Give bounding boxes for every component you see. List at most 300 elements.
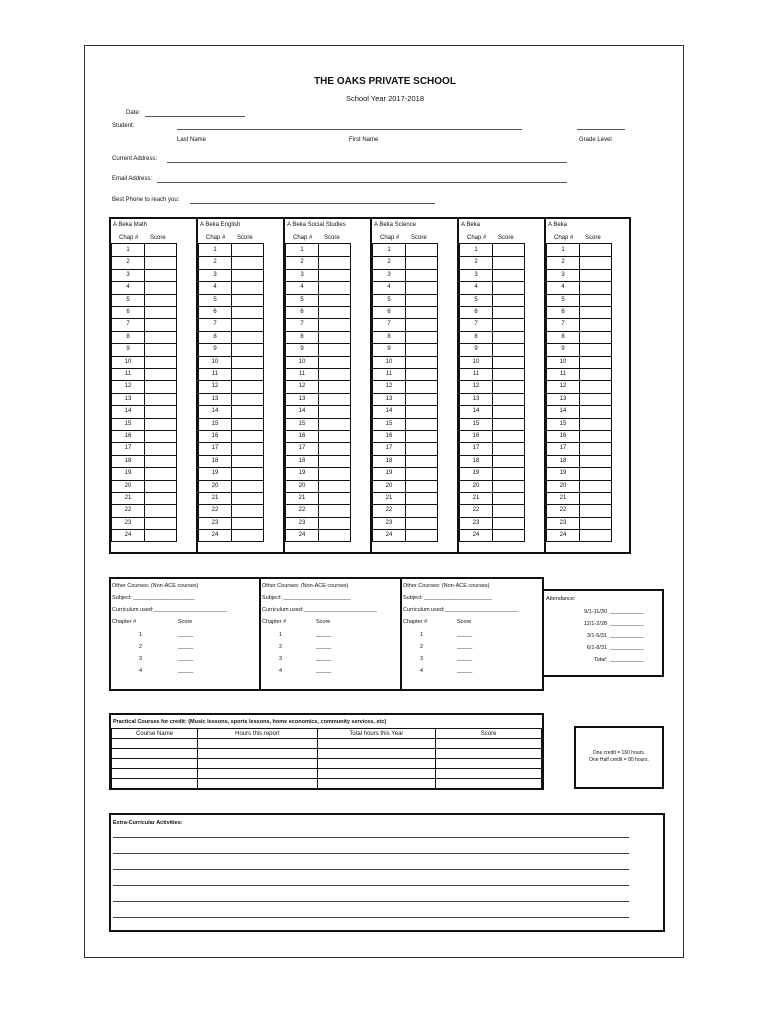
other-course-score-blank[interactable]: _____ [457,644,473,650]
chapter-number: 14 [211,408,219,415]
score-cell[interactable] [319,492,351,504]
extracurricular-line[interactable] [113,853,629,854]
student-label: Student: [112,123,135,129]
chapter-number: 23 [298,519,306,526]
other-course-subject: Subject: ____________________ [112,595,195,601]
attendance-blank[interactable]: ___________ [610,657,644,663]
score-cell[interactable] [493,467,525,479]
score-cell[interactable] [319,455,351,467]
other-course-subject: Subject: ______________________ [262,595,351,601]
grade-level-field[interactable] [577,129,625,130]
score-cell[interactable] [145,405,177,417]
chapter-number: 24 [472,532,480,539]
chapter-number: 5 [561,296,565,303]
score-cell[interactable] [232,318,264,330]
score-header: Score [498,235,514,241]
chapter-number: 6 [474,309,478,315]
score-cell[interactable] [319,244,351,256]
extracurricular-line[interactable] [113,901,629,902]
other-course-row-number: 3 [279,656,283,662]
last-name-label: Last Name [177,137,207,143]
attendance-blank[interactable]: ___________ [610,645,644,651]
score-cell[interactable] [145,442,177,454]
score-cell[interactable] [145,529,177,541]
chap-header: Chap # [554,235,574,241]
chapter-number: 24 [385,532,393,539]
score-cell[interactable] [406,418,438,430]
score-cell[interactable] [580,455,612,467]
chapter-number: 6 [213,309,217,315]
chapter-number: 6 [126,309,130,315]
score-cell[interactable] [406,331,438,343]
other-course-score-blank[interactable]: _____ [457,668,473,674]
practical-cell[interactable] [317,749,436,759]
score-cell[interactable] [493,405,525,417]
other-course-block [261,579,401,689]
score-cell[interactable] [319,418,351,430]
chapter-number: 13 [472,395,480,402]
other-course-score-blank[interactable]: _____ [457,656,473,662]
practical-cell[interactable] [198,749,318,759]
score-cell[interactable] [145,418,177,430]
score-cell[interactable] [493,281,525,293]
chapter-number: 9 [387,346,391,353]
other-course-chapter-header: Chapter # [262,619,287,625]
score-cell[interactable] [232,430,264,442]
chapter-number: 22 [124,507,132,514]
practical-cell[interactable] [112,769,198,779]
subject-grades-section [109,217,631,554]
score-cell[interactable] [406,356,438,368]
chapter-number: 11 [385,371,393,377]
score-cell[interactable] [580,244,612,256]
chapter-number: 10 [211,358,219,365]
chapter-number: 6 [300,309,304,315]
score-cell[interactable] [145,306,177,318]
score-cell[interactable] [493,455,525,467]
chapter-number: 23 [472,519,480,526]
extracurricular-line[interactable] [113,837,629,838]
other-course-row-number: 1 [279,632,283,638]
other-course-score-blank[interactable]: _____ [178,656,194,662]
score-header: Score [237,235,253,241]
score-cell[interactable] [580,356,612,368]
chapter-number: 16 [124,433,132,439]
score-cell[interactable] [406,269,438,281]
score-cell[interactable] [232,281,264,293]
practical-header-row [112,729,542,739]
score-cell[interactable] [145,256,177,268]
score-cell[interactable] [319,269,351,281]
other-course-row-number: 1 [420,632,424,638]
score-cell[interactable] [580,517,612,529]
score-cell[interactable] [493,480,525,492]
extracurricular-line[interactable] [113,885,629,886]
score-cell[interactable] [406,517,438,529]
other-course-score-blank[interactable]: _____ [316,668,332,674]
chapter-number: 18 [124,457,132,464]
other-course-curriculum: Curriculum used:________________________ [112,607,227,613]
chapter-number: 11 [298,371,306,377]
score-cell[interactable] [319,368,351,380]
score-cell[interactable] [580,281,612,293]
chapter-number: 15 [385,420,393,427]
chapter-number: 10 [298,358,306,365]
score-cell[interactable] [232,467,264,479]
subject-name: A Beka Science [374,222,417,228]
score-cell[interactable] [319,529,351,541]
chapter-number: 16 [559,433,567,439]
subject-column [459,219,546,552]
chapter-number: 7 [387,321,391,328]
practical-cell[interactable] [317,759,436,769]
score-cell[interactable] [406,343,438,355]
practical-cell[interactable] [317,779,436,789]
extracurricular-line[interactable] [113,869,629,870]
chapter-grid [198,243,264,542]
chapter-number: 13 [559,395,567,402]
score-cell[interactable] [493,418,525,430]
chapter-number: 23 [559,519,567,526]
practical-row [112,739,542,749]
score-cell[interactable] [493,294,525,306]
score-cell[interactable] [580,269,612,281]
phone-field[interactable] [190,203,435,204]
score-cell[interactable] [319,331,351,343]
score-cell[interactable] [145,393,177,405]
other-course-score-header: Score [178,619,193,625]
other-course-subject: Subject: ______________________ [403,595,492,601]
score-cell[interactable] [580,393,612,405]
subject-column [546,219,633,552]
chapter-number: 21 [298,495,306,501]
other-course-score-blank[interactable]: _____ [178,668,194,674]
score-cell[interactable] [406,480,438,492]
chap-header: Chap # [119,235,139,241]
score-cell[interactable] [145,281,177,293]
chapter-number: 11 [472,371,480,377]
column-separator [544,219,546,552]
practical-cell[interactable] [436,749,542,759]
score-cell[interactable] [406,467,438,479]
score-cell[interactable] [493,244,525,256]
attendance-blank[interactable]: ___________ [610,633,644,639]
score-cell[interactable] [145,356,177,368]
other-course-score-blank[interactable]: _____ [457,632,473,638]
chapter-number: 16 [211,433,219,439]
chapter-number: 24 [211,532,219,539]
chapter-number: 20 [385,482,393,489]
score-cell[interactable] [406,430,438,442]
score-cell[interactable] [232,455,264,467]
score-cell[interactable] [232,356,264,368]
score-cell[interactable] [232,492,264,504]
score-cell[interactable] [493,318,525,330]
chapter-number: 15 [211,420,219,427]
practical-cell[interactable] [317,769,436,779]
chapter-grid [285,243,351,542]
chap-header: Chap # [206,235,226,241]
score-cell[interactable] [406,380,438,392]
chapter-number: 17 [124,445,132,452]
chapter-number: 5 [126,296,130,303]
practical-cell[interactable] [198,779,318,789]
score-cell[interactable] [319,467,351,479]
score-cell[interactable] [493,393,525,405]
column-separator [196,219,198,552]
score-cell[interactable] [493,356,525,368]
chapter-number: 9 [300,346,304,353]
score-cell[interactable] [406,442,438,454]
subject-column [372,219,459,552]
chapter-number: 15 [124,420,132,427]
score-cell[interactable] [319,442,351,454]
practical-cell[interactable] [436,759,542,769]
score-cell[interactable] [145,294,177,306]
score-cell[interactable] [493,368,525,380]
score-cell[interactable] [493,529,525,541]
other-courses-section [109,577,544,691]
score-cell[interactable] [580,492,612,504]
score-cell[interactable] [145,368,177,380]
practical-cell[interactable] [112,759,198,769]
other-course-block [111,579,251,689]
score-cell[interactable] [145,430,177,442]
score-cell[interactable] [493,380,525,392]
chapter-number: 11 [211,371,219,377]
chapter-number: 3 [213,271,217,278]
chapter-number: 3 [300,271,304,278]
score-cell[interactable] [319,430,351,442]
practical-cell[interactable] [317,739,436,749]
practical-cell[interactable] [436,769,542,779]
score-cell[interactable] [493,504,525,516]
score-cell[interactable] [493,331,525,343]
score-cell[interactable] [406,504,438,516]
score-cell[interactable] [406,306,438,318]
score-cell[interactable] [232,306,264,318]
score-cell[interactable] [406,294,438,306]
practical-cell[interactable] [198,759,318,769]
score-cell[interactable] [493,492,525,504]
score-cell[interactable] [232,244,264,256]
email-field[interactable] [157,182,567,183]
other-course-row-number: 1 [139,632,143,638]
score-cell[interactable] [145,318,177,330]
score-cell[interactable] [145,269,177,281]
score-cell[interactable] [580,504,612,516]
score-cell[interactable] [406,529,438,541]
chapter-number: 24 [124,532,132,539]
subject-name: A Beka English [200,222,241,228]
score-cell[interactable] [580,306,612,318]
score-cell[interactable] [493,256,525,268]
chapter-number: 3 [561,271,565,278]
score-cell[interactable] [580,331,612,343]
chapter-number: 2 [300,259,304,266]
other-course-score-blank[interactable]: _____ [316,644,332,650]
chapter-number: 19 [211,470,219,477]
chapter-number: 15 [559,420,567,427]
score-cell[interactable] [232,393,264,405]
subject-column [111,219,198,552]
chapter-number: 17 [472,445,480,452]
score-cell[interactable] [580,442,612,454]
chapter-number: 10 [559,358,567,365]
chapter-number: 3 [474,271,478,278]
practical-cell[interactable] [112,779,198,789]
score-cell[interactable] [145,480,177,492]
score-cell[interactable] [232,504,264,516]
score-cell[interactable] [319,343,351,355]
chapter-number: 14 [472,408,480,415]
attendance-period: Total: [593,657,607,663]
chapter-number: 21 [385,495,393,501]
subject-name: A Beka Math [113,222,148,228]
score-cell[interactable] [232,269,264,281]
score-cell[interactable] [406,492,438,504]
attendance-box [542,589,664,677]
score-cell[interactable] [406,244,438,256]
student-name-field[interactable] [177,129,522,130]
chapter-number: 7 [561,321,565,328]
score-cell[interactable] [319,517,351,529]
score-cell[interactable] [145,504,177,516]
score-cell[interactable] [145,380,177,392]
score-cell[interactable] [319,318,351,330]
other-course-score-blank[interactable]: _____ [316,656,332,662]
score-cell[interactable] [493,442,525,454]
score-cell[interactable] [580,430,612,442]
subject-name: A Beka [548,222,568,228]
score-cell[interactable] [580,418,612,430]
chapter-number: 5 [300,296,304,303]
score-cell[interactable] [145,492,177,504]
score-cell[interactable] [493,343,525,355]
extracurricular-section [109,813,665,932]
other-course-curriculum: Curriculum used:________________________ [262,607,377,613]
score-cell[interactable] [145,467,177,479]
score-cell[interactable] [232,529,264,541]
score-cell[interactable] [232,343,264,355]
score-cell[interactable] [232,517,264,529]
chapter-number: 19 [385,470,393,477]
extracurricular-line[interactable] [113,917,629,918]
practical-column-header: Score [436,729,542,739]
practical-cell[interactable] [198,769,318,779]
subject-column [285,219,372,552]
score-cell[interactable] [145,517,177,529]
date-field[interactable] [145,116,245,117]
practical-cell[interactable] [112,739,198,749]
score-cell[interactable] [145,455,177,467]
score-cell[interactable] [580,256,612,268]
score-cell[interactable] [580,467,612,479]
score-cell[interactable] [232,380,264,392]
score-cell[interactable] [580,529,612,541]
chapter-number: 2 [126,259,130,266]
practical-cell[interactable] [112,749,198,759]
score-cell[interactable] [406,405,438,417]
score-cell[interactable] [232,418,264,430]
score-cell[interactable] [406,318,438,330]
score-cell[interactable] [145,331,177,343]
other-course-score-blank[interactable]: _____ [178,632,194,638]
chap-header: Chap # [293,235,313,241]
score-cell[interactable] [493,306,525,318]
score-cell[interactable] [319,480,351,492]
practical-cell[interactable] [436,779,542,789]
score-cell[interactable] [319,356,351,368]
score-cell[interactable] [406,281,438,293]
score-cell[interactable] [319,393,351,405]
score-cell[interactable] [406,393,438,405]
chapter-number: 7 [213,321,217,328]
score-cell[interactable] [580,294,612,306]
score-cell[interactable] [493,430,525,442]
chapter-number: 8 [387,333,391,340]
score-cell[interactable] [406,256,438,268]
chap-header: Chap # [467,235,487,241]
practical-cell[interactable] [198,739,318,749]
score-cell[interactable] [232,480,264,492]
score-cell[interactable] [319,256,351,268]
score-cell[interactable] [493,517,525,529]
chapter-number: 13 [298,395,306,402]
chapter-number: 23 [385,519,393,526]
score-cell[interactable] [406,455,438,467]
chapter-number: 4 [213,284,217,291]
chapter-grid [372,243,438,542]
score-cell[interactable] [580,405,612,417]
chapter-number: 7 [474,321,478,328]
score-cell[interactable] [145,343,177,355]
score-cell[interactable] [319,405,351,417]
score-cell[interactable] [319,380,351,392]
score-cell[interactable] [232,368,264,380]
other-course-score-blank[interactable]: _____ [178,644,194,650]
attendance-blank[interactable]: ___________ [610,609,644,615]
score-cell[interactable] [232,294,264,306]
score-cell[interactable] [580,343,612,355]
score-cell[interactable] [232,256,264,268]
score-cell[interactable] [319,306,351,318]
credit-note-line2: One Half credit = 80 hours. [589,757,649,763]
score-cell[interactable] [232,331,264,343]
score-cell[interactable] [580,480,612,492]
score-cell[interactable] [406,368,438,380]
other-course-score-blank[interactable]: _____ [316,632,332,638]
practical-column-header: Course Name [112,729,198,739]
chapter-number: 10 [124,358,132,365]
score-cell[interactable] [232,442,264,454]
score-cell[interactable] [232,405,264,417]
phone-label: Best Phone to reach you: [112,197,180,203]
score-cell[interactable] [580,380,612,392]
score-cell[interactable] [319,294,351,306]
chapter-number: 8 [126,333,130,340]
score-cell[interactable] [145,244,177,256]
score-cell[interactable] [319,504,351,516]
attendance-blank[interactable]: ___________ [610,621,644,627]
score-cell[interactable] [493,269,525,281]
address-field[interactable] [167,162,567,163]
score-cell[interactable] [319,281,351,293]
practical-cell[interactable] [436,739,542,749]
grade-level-label: Grade Level [579,137,612,143]
score-cell[interactable] [580,368,612,380]
score-cell[interactable] [580,318,612,330]
